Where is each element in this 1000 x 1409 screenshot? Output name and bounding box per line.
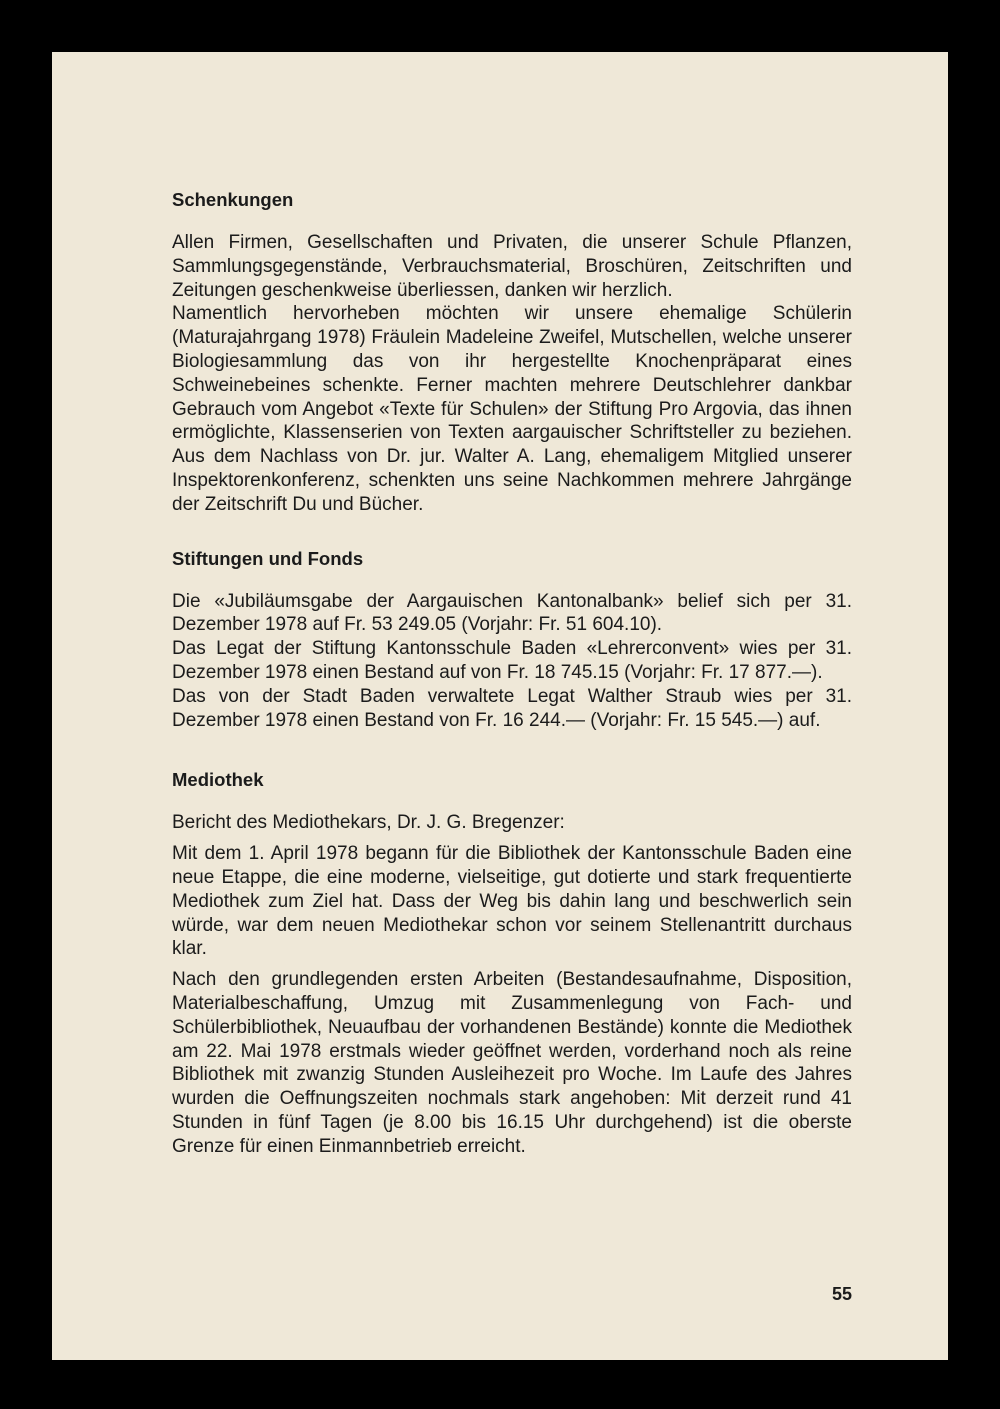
section-stiftungen-und-fonds	[172, 547, 852, 733]
paragraph: Die «Jubiläumsgabe der Aargauischen Kantonalbank» belief sich per 31. Dezember 1978 auf Fr. 53 249.05 (Vorjahr: Fr. 51 604.10).	[172, 590, 852, 636]
section-mediothek	[172, 768, 852, 1158]
section-heading: Schenkungen	[172, 189, 294, 210]
page-number: 55	[831, 1284, 852, 1304]
paragraph: Mit dem 1. April 1978 begann für die Bibliothek der Kantonsschule Baden eine neue Etappe, die eine moderne, vielseitige, gut dotierte und stark frequentierte Mediothek zum Ziel hat. Dass der Weg bis dahin lang und beschwerlich sein würde, war dem neuen Mediothekar schon vor seinem Stellenantritt durchaus klar.	[172, 843, 852, 960]
paragraph: Bericht des Mediothekars, Dr. J. G. Bregenzer:	[172, 812, 565, 834]
paragraph: Namentlich hervorheben möchten wir unsere ehemalige Schülerin (Maturajahrgang 1978) Fräulein Madeleine Zweifel, Mutschellen, welche unserer Biologiesammlung das von ihr hergestellte Knochenpräparat eines Schweinebeines schenkte. Ferner machten mehrere Deutschlehrer dankbar Gebrauch vom Angebot «Texte für Schulen» der Stiftung Pro Argovia, das ihnen ermöglichte, Klassenserien von Texten aargauischer Schriftsteller zu beziehen. Aus dem Nachlass von Dr. jur. Walter A. Lang, ehemaligem Mitglied unserer Inspektorenkonferenz, schenkten uns seine Nachkommen mehrere Jahrgänge der Zeitschrift Du und Bücher.	[172, 303, 852, 515]
section-schenkungen	[172, 188, 852, 517]
document-page	[52, 52, 948, 1360]
section-heading: Mediothek	[172, 769, 264, 791]
paragraph: Das Legat der Stiftung Kantonsschule Baden «Lehrerconvent» wies per 31. Dezember 1978 einen Bestand auf von Fr. 18 745.15 (Vorjahr: Fr. 17 877.—).	[172, 638, 852, 683]
paragraph: Das von der Stadt Baden verwaltete Legat Walther Straub wies per 31. Dezember 1978 einen Bestand von Fr. 16 244.— (Vorjahr: Fr. 15 545.—) auf.	[172, 685, 852, 731]
page-content	[172, 188, 852, 1159]
paragraph: Allen Firmen, Gesellschaften und Privaten, die unserer Schule Pflanzen, Sammlungsgegenstände, Verbrauchsmaterial, Broschüren, Zeitschriften und Zeitungen geschenkweise überliessen, danken wir herzlich.	[172, 232, 852, 301]
paragraph: Nach den grundlegenden ersten Arbeiten (Bestandesaufnahme, Disposition, Materialbeschaffung, Umzug mit Zusammenlegung von Fach- und Schülerbibliothek, Neuaufbau der vorhandenen Bestände) konnte die Mediothek am 22. Mai 1978 erstmals wieder geöffnet werden, vorderhand noch als reine Bibliothek mit zwanzig Stunden Ausleihezeit pro Woche. Im Laufe des Jahres wurden die Oeffnungszeiten nochmals stark angehoben: Mit derzeit rund 41 Stunden in fünf Tagen (je 8.00 bis 16.15 Uhr durchgehend) ist die oberste Grenze für einen Einmannbetrieb erreicht.	[172, 969, 852, 1157]
section-heading: Stiftungen und Fonds	[172, 547, 364, 569]
